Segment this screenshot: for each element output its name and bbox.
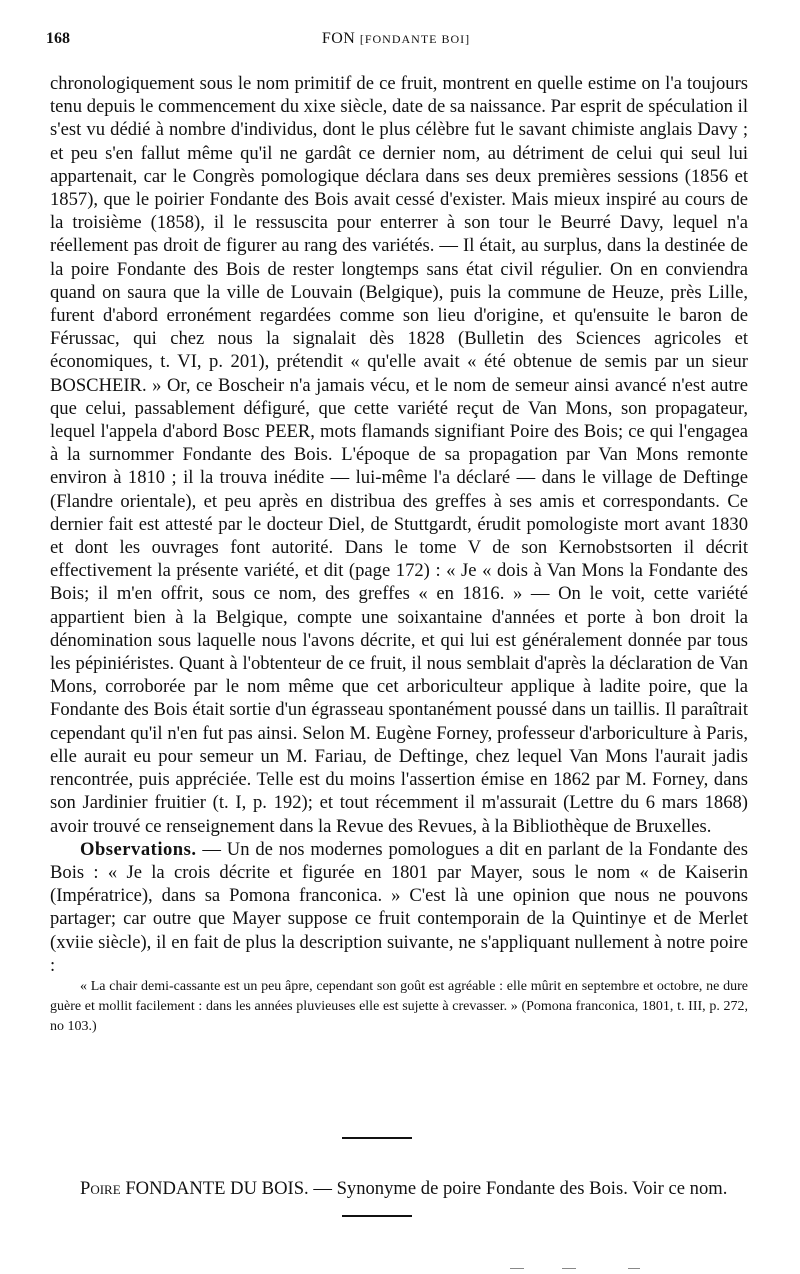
section-divider <box>342 1137 412 1139</box>
block-quote: « La chair demi-cassante est un peu âpre, cependant son goût est agréable : elle mûrit en septembre et octobre, ne dure guère et mollit facilement : dans les années pluvieuses elle est sujette à crevasser. » (Pomona franconica, 1801, t. III, p. 272, no 103.) <box>50 978 748 1034</box>
scan-artifact <box>562 1268 576 1269</box>
scan-artifact <box>510 1268 524 1269</box>
running-head-main: FON <box>321 30 356 47</box>
page-number: 168 <box>46 30 70 47</box>
observations-paragraph <box>50 838 748 977</box>
running-head <box>46 30 746 48</box>
observations-text: — Un de nos modernes pomologues a dit en parlant de la Fondante des Bois : « Je la crois décrite et figurée en 1801 par Mayer, sous le nom « de Kaiserin (Impératrice), dans sa Pomona franconica. » C'est là une opinion que nous ne pouvons partager; car outre que Mayer suppose ce fruit contemporain de la Quintinye et de Merlet (xviie siècle), il en fait de plus la description suivante, ne s'appliquant nullement à notre poire : <box>50 838 748 976</box>
article-body <box>50 72 748 1037</box>
main-paragraph: chronologiquement sous le nom primitif de ce fruit, montrent en quelle estime on l'a toujours tenu depuis le commencement du xixe siècle, date de sa naissance. Par esprit de spéculation il s'est vu dédié à nombre d'individus, dont le plus célèbre fut le savant chimiste anglais Davy ; et peu s'en fallut même qu'il ne gardât ce dernier nom, au détriment de celui qui seul lui appartenait, car le Congrès pomologique déclara dans ses deux premières sessions (1856 et 1857), que le poirier Fondante des Bois avait cessé d'exister. Mais mieux inspiré au cours de la troisième (1858), il le ressuscita pour enterrer à son tour le Beurré Davy, lequel n'a réellement pas droit de figurer au rang des variétés. — Il était, au surplus, dans la destinée de la poire Fondante des Bois de rester longtemps sans état civil régulier. On en conviendra quand on saura que la ville de Louvain (Belgique), puis la commune de Heuze, près Lille, furent d'abord erronément regardées comme son lieu d'origine, et qu'ensuite le baron de Férussac, qui chez nous la signalait dès 1828 (Bulletin des Sciences agricoles et économiques, t. VI, p. 201), prétendit « qu'elle avait « été obtenue de semis par un sieur BOSCHEIR. » Or, ce Boscheir n'a jamais vécu, et le nom de semeur ainsi avancé n'est autre que celui, passablement défiguré, que cette variété reçut de Van Mons, son propagateur, lequel l'appela d'abord Bosc PEER, mots flamands signifiant Poire des Bois; ce qui l'engagea à la surnommer Fondante des Bois. L'époque de sa propagation par Van Mons remonte environ à 1810 ; il la trouva inédite — lui-même l'a déclaré — dans le village de Deftinge (Flandre orientale), et peu après en distribua des greffes à ses amis et correspondants. Ce dernier fait est attesté par le docteur Diel, de Stuttgardt, érudit pomologiste mort avant 1830 et dont les ouvrages font autorité. Dans le tome V de son Kernobstsorten il décrit effectivement la présente variété, et dit (page 172) : « Je « dois à Van Mons la Fondante des Bois; il m'en offrit, sous ce nom, des greffes « en 1816. » — On le voit, cette variété appartient bien à la Belgique, compte une soixantaine d'années et porte à bon droit la dénomination sous laquelle nous l'avons décrite, et qui lui est généralement donnée par tous les pépiniéristes. Quant à l'obtenteur de ce fruit, il nous semblait d'après la déclaration de Van Mons, corroborée par le nom même que cet arboriculteur applique à ladite poire, que la Fondante des Bois était sortie d'un égrasseau spontanément poussé dans un taillis. Il paraîtrait cependant qu'il n'en fut pas ainsi. Selon M. Eugène Forney, professeur d'arboriculture à Paris, elle aurait eu pour semeur un M. Fariau, de Deftinge, chez lequel Van Mons l'aurait jadis rencontrée, puis appréciée. Telle est du moins l'assertion émise en 1862 par M. Forney, dans son Jardinier fruitier (t. I, p. 192); et tout récemment il m'assurait (Lettre du 6 mars 1868) avoir trouvé ce renseignement dans la Revue des Revues, à la Bibliothèque de Bruxelles. <box>50 73 748 837</box>
entry-lead: Poire <box>80 1177 121 1199</box>
observations-heading: Observations. <box>80 838 197 860</box>
running-head-sub: [FONDANTE BOI] <box>359 32 471 46</box>
end-divider <box>342 1215 412 1217</box>
entry-text: — Synonyme de poire Fondante des Bois. Voir ce nom. <box>308 1177 728 1199</box>
entry-headword: FONDANTE DU BOIS. <box>120 1177 309 1199</box>
scan-artifact <box>628 1268 640 1269</box>
page-header <box>46 30 746 54</box>
synonym-entry <box>50 1177 748 1201</box>
